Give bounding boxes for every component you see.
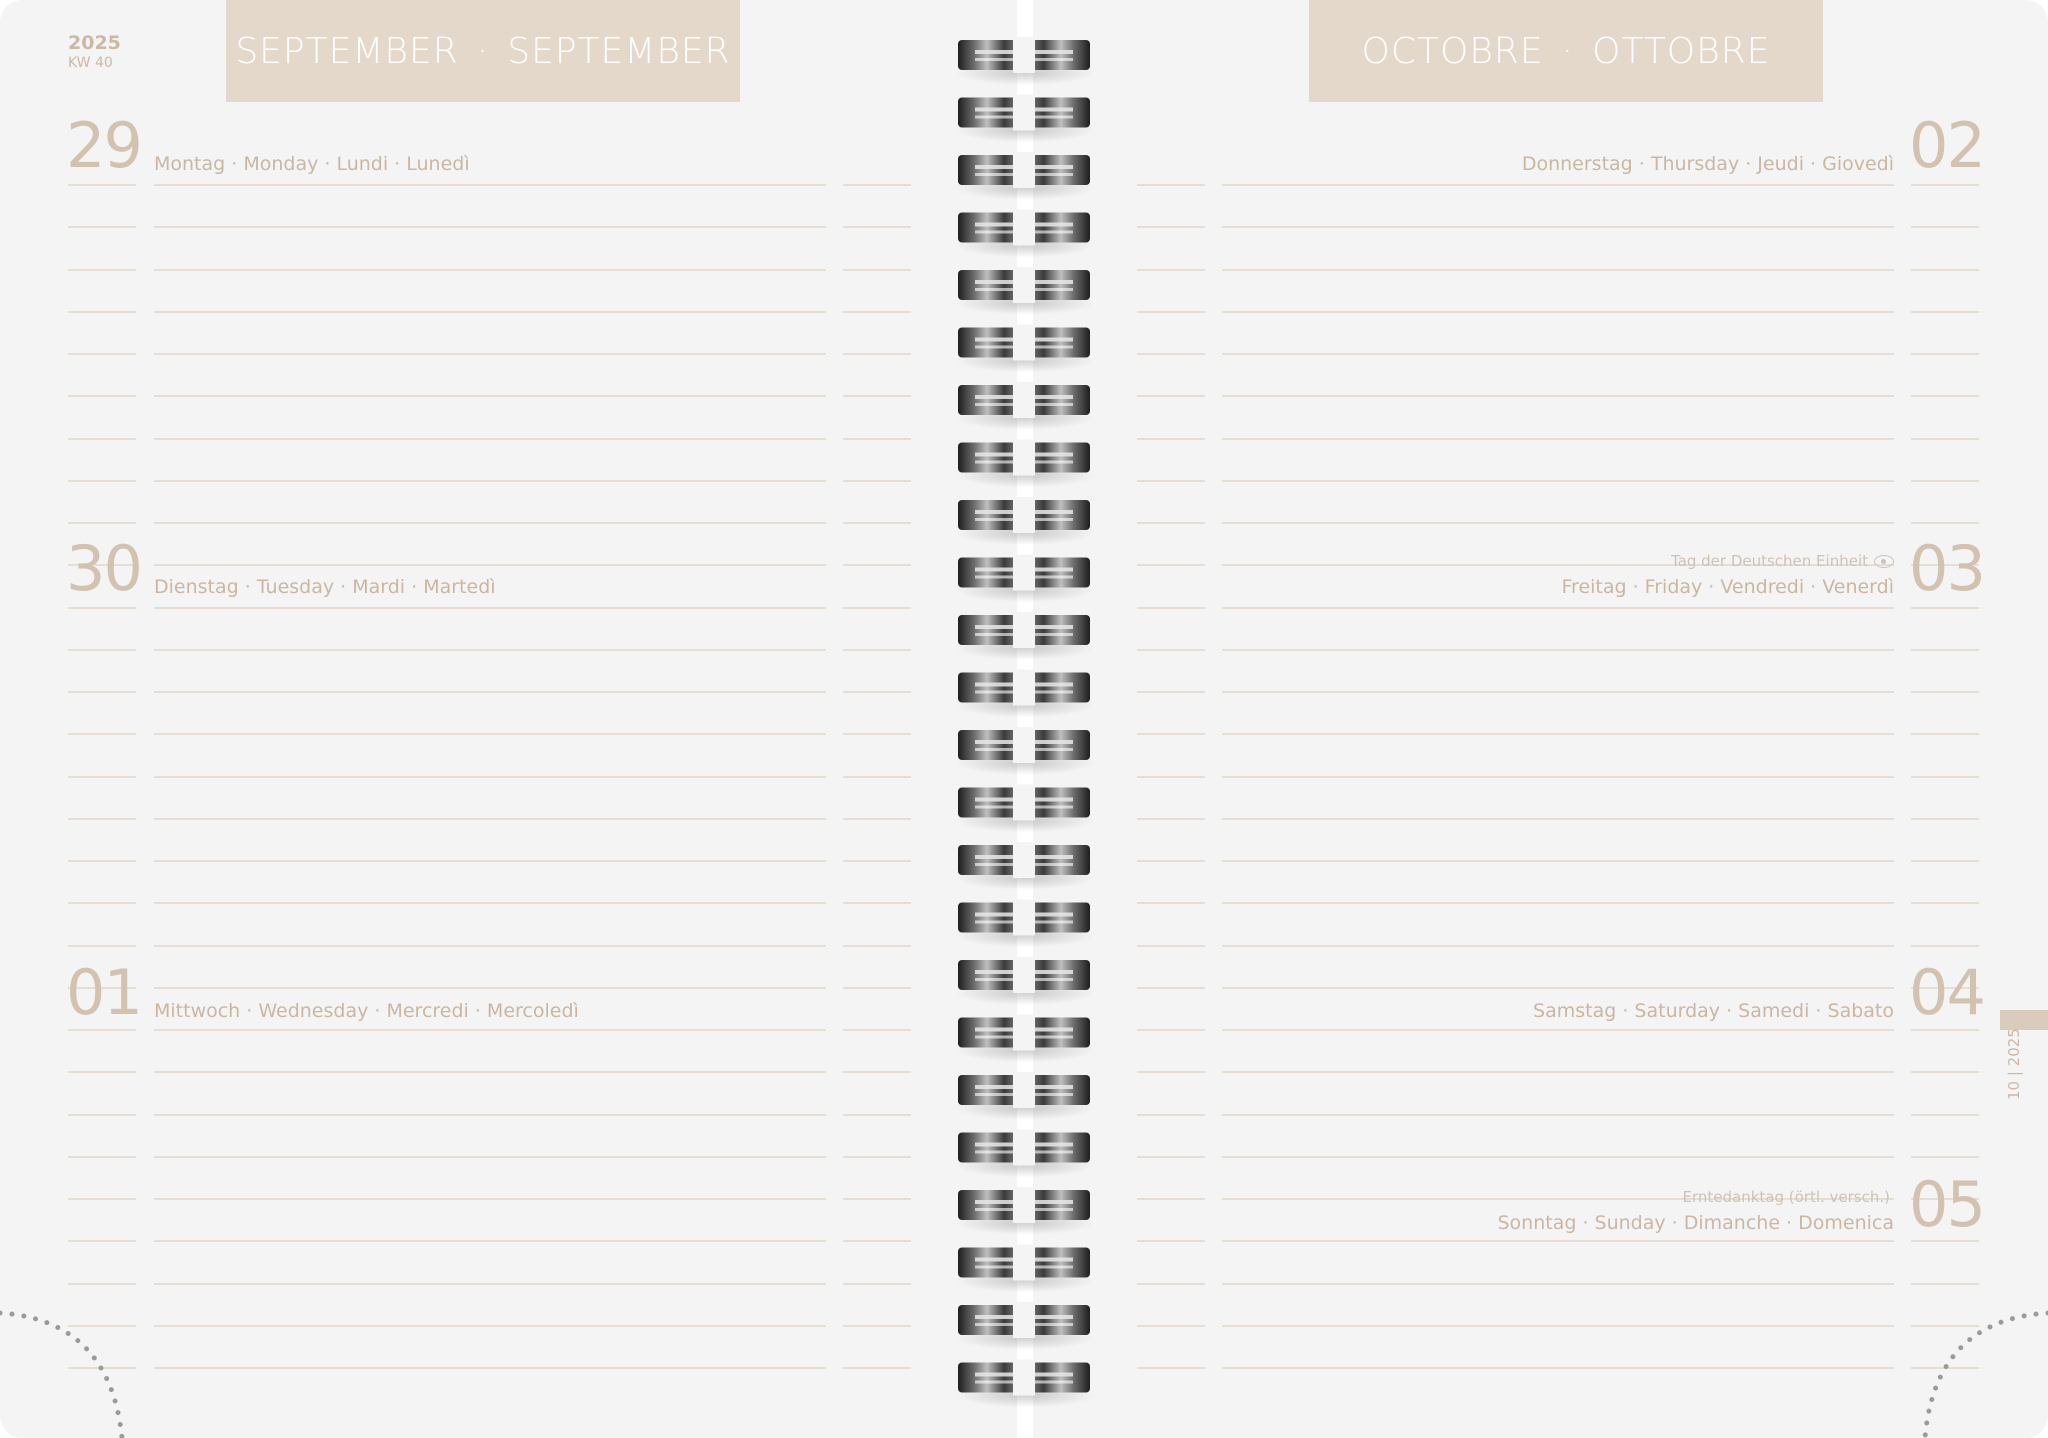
holiday-label: Tag der Deutschen Einheit bbox=[1670, 552, 1868, 570]
day-name-monday: Montag · Monday · Lundi · Lunedì bbox=[154, 153, 470, 175]
spiral-ring bbox=[955, 957, 1095, 1005]
spiral-ring bbox=[955, 382, 1095, 430]
spiral-ring bbox=[955, 210, 1095, 258]
spiral-ring bbox=[955, 1302, 1095, 1350]
week-number-label: KW 40 bbox=[68, 55, 113, 71]
spiral-ring bbox=[955, 1360, 1095, 1408]
day-name-tuesday: Dienstag · Tuesday · Mardi · Martedì bbox=[154, 576, 496, 598]
spiral-ring bbox=[955, 670, 1095, 718]
spiral-ring bbox=[955, 152, 1095, 200]
day-name-thursday: Donnerstag · Thursday · Jeudi · Giovedì bbox=[1521, 153, 1894, 175]
dotted-corner-right bbox=[1925, 1313, 2048, 1438]
holiday-icon bbox=[1874, 555, 1894, 568]
month-label-de: SEPTEMBER bbox=[235, 30, 459, 72]
spiral-ring bbox=[955, 95, 1095, 143]
spiral-ring bbox=[955, 1245, 1095, 1293]
spiral-ring bbox=[955, 37, 1095, 85]
spiral-ring bbox=[955, 900, 1095, 948]
dotted-corner-left bbox=[0, 1313, 122, 1438]
day-name-wednesday: Mittwoch · Wednesday · Mercredi · Mercoledì bbox=[154, 1000, 579, 1022]
spiral-ring bbox=[955, 555, 1095, 603]
spiral-ring bbox=[955, 497, 1095, 545]
spiral-ring bbox=[955, 1130, 1095, 1178]
spine-label: 10 | 2025 bbox=[2005, 1028, 2023, 1100]
spiral-ring bbox=[955, 785, 1095, 833]
day-number-30: 30 bbox=[66, 532, 141, 605]
holiday-note-03 bbox=[1671, 552, 1894, 570]
month-label-en: SEPTEMBER bbox=[507, 30, 731, 72]
month-separator: · bbox=[1561, 30, 1575, 72]
spiral-ring bbox=[955, 1072, 1095, 1120]
month-label-it: OTTOBRE bbox=[1592, 30, 1771, 72]
day-name-friday: Freitag · Friday · Vendredi · Venerdì bbox=[1561, 576, 1894, 598]
spiral-ring bbox=[955, 612, 1095, 660]
year-label: 2025 bbox=[68, 32, 121, 54]
day-number-01: 01 bbox=[66, 956, 141, 1029]
spiral-ring bbox=[955, 267, 1095, 315]
spiral-ring bbox=[955, 727, 1095, 775]
day-number-02: 02 bbox=[1909, 109, 1984, 182]
day-name-saturday: Samstag · Saturday · Samedi · Sabato bbox=[1533, 1000, 1894, 1022]
month-separator: · bbox=[476, 30, 490, 72]
day-name-sunday: Sonntag · Sunday · Dimanche · Domenica bbox=[1497, 1212, 1894, 1234]
month-label-fr: OCTOBRE bbox=[1361, 30, 1544, 72]
day-number-29: 29 bbox=[66, 109, 141, 182]
spiral-ring bbox=[955, 1187, 1095, 1235]
holiday-note-05: Erntedanktag (örtl. versch.) bbox=[1682, 1188, 1890, 1206]
month-register-tab[interactable] bbox=[2000, 1010, 2048, 1030]
day-number-05: 05 bbox=[1909, 1168, 1984, 1241]
day-number-04: 04 bbox=[1909, 956, 1984, 1029]
spiral-ring bbox=[955, 440, 1095, 488]
spiral-ring bbox=[955, 1015, 1095, 1063]
day-number-03: 03 bbox=[1909, 532, 1984, 605]
spiral-ring bbox=[955, 325, 1095, 373]
spiral-ring bbox=[955, 842, 1095, 890]
